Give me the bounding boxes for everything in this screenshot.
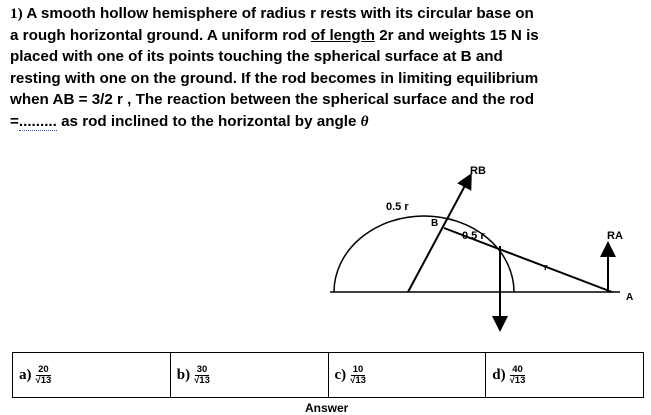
denominator: √13 [350,374,366,386]
question-text [10,3,646,132]
half-r-label-top: 0.5 r [386,201,409,213]
numerator: 10 [352,363,364,375]
rb-label: RB [470,165,486,177]
physics-diagram [300,150,646,350]
fraction [348,365,368,386]
question-line2a-text: a rough horizontal ground. A uniform rod [10,26,311,44]
fraction [508,365,528,386]
option-letter: c) [334,366,347,383]
half-r-label-rod: 0.5 r [462,230,485,242]
question-line6c-text: as rod inclined to the horizontal by angle [56,112,361,130]
answer-label: Answer [305,401,349,415]
question-line: placed with one of its points touching the spherical surface at B and [10,48,503,65]
question-line1-text: A smooth hollow hemisphere of radius r rests with its circular base on [26,5,534,22]
question-number: 1) [10,5,23,22]
question-line [10,3,646,25]
fraction [34,365,54,386]
underlined-phrase: of length [310,26,376,44]
blank-dots: ......... [18,112,57,130]
numerator: 30 [196,363,208,375]
numerator: 40 [512,363,523,375]
option-c[interactable] [328,353,486,398]
answer-options [12,352,644,398]
rb-arrow [408,180,468,292]
question-line [10,25,646,47]
denominator: √13 [35,374,52,386]
option-letter: d) [492,366,506,383]
equals-sign: = [10,112,19,130]
option-d[interactable] [486,353,644,398]
denominator: √13 [509,374,526,386]
r-label: r [544,262,548,272]
question-line [10,111,646,133]
denominator: √13 [194,374,210,386]
point-b-label: B [431,218,439,229]
fraction [192,365,212,386]
option-letter: a) [19,366,32,383]
option-a[interactable] [13,353,171,398]
theta-symbol: θ [360,112,369,130]
option-b[interactable] [170,353,328,398]
question-line: resting with one on the ground. If the rod becomes in limiting equilibrium [10,69,539,87]
point-a-label: A [626,292,634,303]
option-letter: b) [176,366,191,383]
numerator: 20 [38,363,49,375]
hemisphere-arc [334,216,514,292]
question-line2c-text: 2r and weights 15 N is [375,26,539,44]
ra-label: RA [607,230,623,242]
question-line: when AB = 3/2 r , The reaction between the spherical surface and the rod [10,91,534,108]
